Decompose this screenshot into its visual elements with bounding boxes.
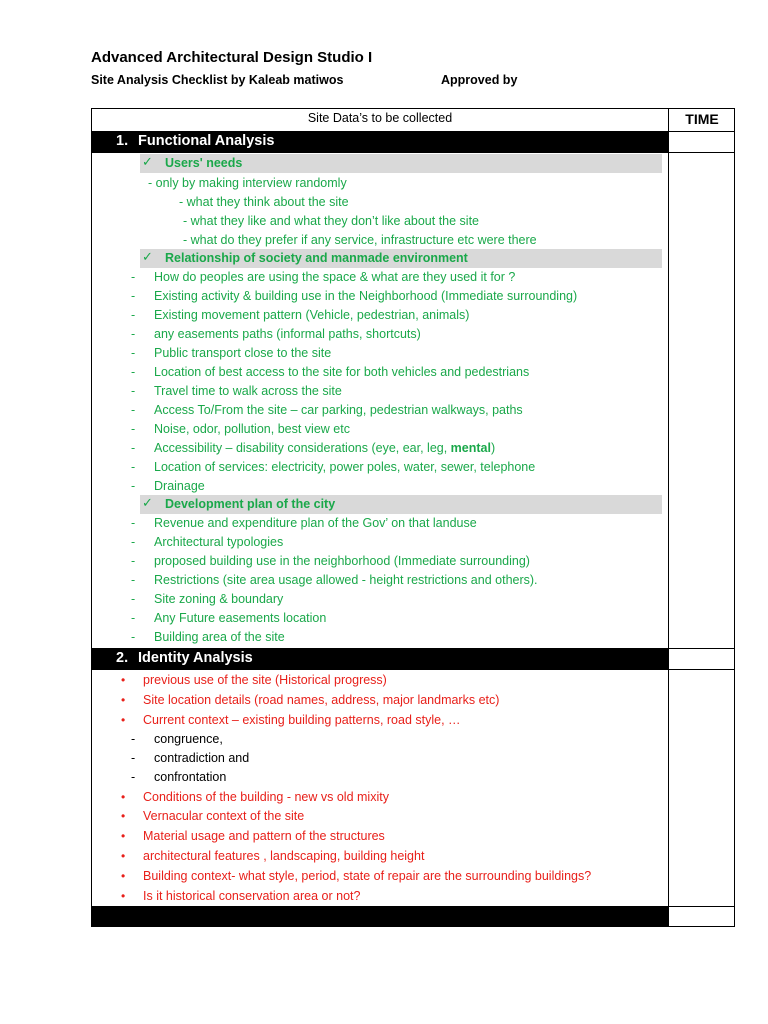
dash-icon: - [131,479,136,493]
bullet-icon: • [121,849,126,863]
list-item: Access To/From the site – car parking, pedestrian walkways, paths [154,403,523,417]
dash-icon: - [131,441,136,455]
dash-icon: - [131,751,136,765]
table-header: Site Data’s to be collected [307,111,453,125]
bullet-icon: • [121,693,126,707]
section-number: 2. [116,650,129,666]
check-icon: ✓ [142,495,153,510]
list-item: Conditions of the building - new vs old mixity [143,790,389,804]
dash-icon: - [131,554,136,568]
section-header-functional [92,131,668,153]
dash-icon: - [131,770,136,784]
bullet-icon: • [121,829,126,843]
list-item: Site location details (road names, address, major landmarks etc) [143,693,500,707]
list-item: - what they think about the site [179,195,349,209]
list-item: Vernacular context of the site [143,809,305,823]
list-item-text: ) [490,441,496,455]
section-title: Identity Analysis [138,650,253,666]
dash-icon: - [131,732,136,746]
subheading-development: Development plan of the city [165,497,336,511]
dash-icon: - [131,346,136,360]
document-title: Advanced Architectural Design Studio I [91,49,373,66]
list-item-emphasis: mental [450,441,491,455]
list-item: Site zoning & boundary [154,592,284,606]
bullet-icon: • [121,713,126,727]
column-divider [668,109,669,926]
bullet-icon: • [121,869,126,883]
subheading-users-needs: Users' needs [165,156,243,170]
list-item: Location of best access to the site for both vehicles and pedestrians [154,365,530,379]
list-item: - only by making interview randomly [148,176,347,190]
list-item: Restrictions (site area usage allowed - height restrictions and others). [154,573,538,587]
list-item: Building area of the site [154,630,285,644]
section-header-identity [92,648,668,670]
list-item: Revenue and expenditure plan of the Gov’ on that landuse [154,516,477,530]
list-item: How do peoples are using the space & what are they used it for ? [154,270,516,284]
dash-icon: - [131,535,136,549]
list-item: Drainage [154,479,205,493]
list-item: proposed building use in the neighborhood (Immediate surrounding) [154,554,530,568]
section-number: 1. [116,133,129,149]
list-item: Existing movement pattern (Vehicle, pedestrian, animals) [154,308,470,322]
time-cell-footer [669,906,735,927]
dash-icon: - [131,365,136,379]
check-icon: ✓ [142,154,153,169]
bullet-icon: • [121,889,126,903]
list-item: Travel time to walk across the site [154,384,342,398]
list-item: Is it historical conservation area or not? [143,889,361,903]
dash-icon: - [131,289,136,303]
time-cell-identity [669,648,735,670]
list-item: congruence, [154,732,223,746]
list-item: Architectural typologies [154,535,284,549]
list-item: architectural features , landscaping, building height [143,849,425,863]
list-item: - what do they prefer if any service, infrastructure etc were there [183,233,537,247]
dash-icon: - [131,460,136,474]
dash-icon: - [131,611,136,625]
list-item: confrontation [154,770,227,784]
document-subtitle: Site Analysis Checklist by Kaleab matiwos [91,73,344,87]
dash-icon: - [131,422,136,436]
list-item: Noise, odor, pollution, best view etc [154,422,350,436]
time-header: TIME [685,111,719,127]
list-item: Material usage and pattern of the structures [143,829,385,843]
list-item: Existing activity & building use in the Neighborhood (Immediate surrounding) [154,289,578,303]
dash-icon: - [131,403,136,417]
list-item: - what they like and what they don’t like about the site [183,214,480,228]
dash-icon: - [131,308,136,322]
list-item: previous use of the site (Historical progress) [143,673,387,687]
dash-icon: - [131,270,136,284]
dash-icon: - [131,573,136,587]
list-item: any easements paths (informal paths, shortcuts) [154,327,421,341]
checklist-table [91,108,735,927]
list-item-accessibility [154,441,495,455]
list-item: contradiction and [154,751,250,765]
list-item: Location of services: electricity, power poles, water, sewer, telephone [154,460,536,474]
list-item-text: Accessibility – disability considerations (eye, ear, leg, [154,441,451,455]
bullet-icon: • [121,790,126,804]
dash-icon: - [131,630,136,644]
approved-by-label: Approved by [441,73,518,87]
bullet-icon: • [121,809,126,823]
dash-icon: - [131,327,136,341]
check-icon: ✓ [142,249,153,264]
subheading-relationship: Relationship of society and manmade environment [165,251,468,265]
dash-icon: - [131,516,136,530]
dash-icon: - [131,592,136,606]
section-footer-bar [92,906,668,927]
section-title: Functional Analysis [138,133,275,149]
dash-icon: - [131,384,136,398]
bullet-icon: • [121,673,126,687]
time-cell-functional [669,131,735,153]
list-item: Any Future easements location [154,611,327,625]
list-item: Building context- what style, period, state of repair are the surrounding buildings? [143,869,592,883]
list-item: Current context – existing building patterns, road style, … [143,713,461,727]
list-item: Public transport close to the site [154,346,332,360]
